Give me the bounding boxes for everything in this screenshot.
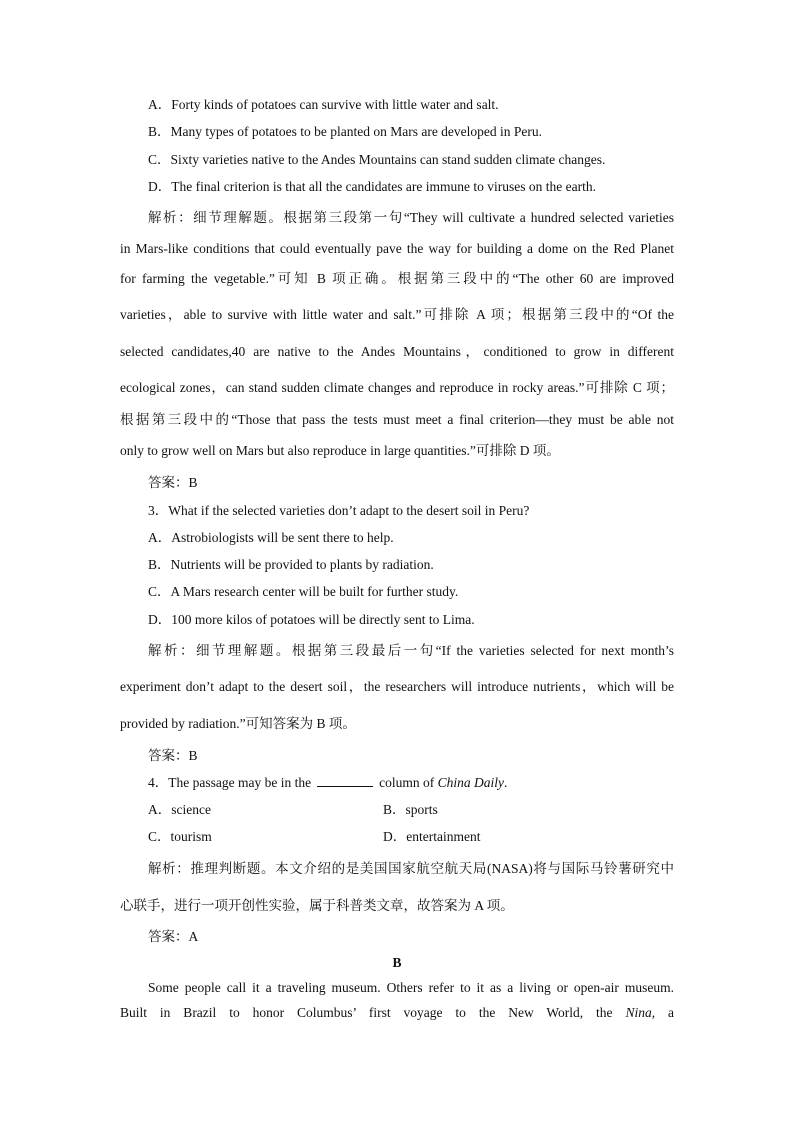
passage-line2-end: a xyxy=(668,1005,674,1020)
passage-line xyxy=(120,1004,674,1022)
q4-question-end: . xyxy=(503,775,508,790)
answer-blank xyxy=(317,774,373,787)
q3-analysis-line: 解析：细节理解题。根据第三段最后一句“If the varieties selected for next month’s xyxy=(148,643,674,658)
q4-option-c: C．tourism xyxy=(148,829,212,844)
passage-line2-start: Built in Brazil to honor Columbus’ first voyage to the New World, the xyxy=(120,1005,613,1020)
q4-option-a: A．science xyxy=(148,802,211,817)
q2-analysis-line: only to grow well on Mars but also reproduce in large quantities.”可排除 D 项。 xyxy=(120,443,560,458)
q2-option-a: A．Forty kinds of potatoes can survive with little water and salt. xyxy=(148,97,499,112)
q2-analysis-line: ecological zones，can stand sudden climate changes and reproduce in rocky areas.”可排除 C 项； xyxy=(120,380,674,395)
q4-question-italic: China Daily xyxy=(437,775,504,790)
q2-analysis-line: for farming the vegetable.”可知 B 项正确。根据第三段中的“The other 60 are improved xyxy=(120,271,674,286)
q3-option-b: B．Nutrients will be provided to plants by radiation. xyxy=(148,557,434,572)
q2-option-d: D．The final criterion is that all the candidates are immune to viruses on the earth. xyxy=(148,179,596,194)
q2-analysis-line: varieties，able to survive with little water and salt.”可排除 A 项；根据第三段中的“Of the xyxy=(120,307,674,322)
q2-analysis-line: selected candidates,40 are native to the Andes Mountains，conditioned to grow in different xyxy=(120,344,674,359)
passage-line: Some people call it a traveling museum. Others refer to it as a living or open-air museum. xyxy=(148,980,674,995)
ship-name: Nina, xyxy=(625,1005,656,1020)
q2-analysis-line: in Mars-like conditions that could eventually pave the way for building a dome on the Red Planet xyxy=(120,241,674,256)
q4-question-suffix: column of xyxy=(379,775,435,790)
q4-question xyxy=(148,774,507,792)
section-heading: B xyxy=(392,955,402,970)
q4-analysis-line: 心联手，进行一项开创性实验，属于科普类文章，故答案为 A 项。 xyxy=(120,898,514,913)
q3-option-d: D．100 more kilos of potatoes will be directly sent to Lima. xyxy=(148,612,475,627)
q3-analysis-line: experiment don’t adapt to the desert soil，the researchers will introduce nutrients，which will be xyxy=(120,679,674,694)
q4-option-d: D．entertainment xyxy=(383,829,481,844)
q4-analysis-line: 解析：推理判断题。本文介绍的是美国国家航空航天局(NASA)将与国际马铃薯研究中 xyxy=(148,861,674,876)
q2-analysis-line: 解析：细节理解题。根据第三段第一句“They will cultivate a hundred selected varieties xyxy=(148,210,674,225)
q3-option-a: A．Astrobiologists will be sent there to help. xyxy=(148,530,394,545)
q4-option-b: B．sports xyxy=(383,802,438,817)
q2-analysis-line: 根据第三段中的“Those that pass the tests must meet a final criterion—they must be able not xyxy=(120,412,674,427)
q3-question: 3．What if the selected varieties don’t adapt to the desert soil in Peru? xyxy=(148,503,530,518)
q2-option-c: C．Sixty varieties native to the Andes Mountains can stand sudden climate changes. xyxy=(148,152,606,167)
q4-answer: 答案：A xyxy=(148,929,199,944)
q2-option-b: B．Many types of potatoes to be planted on Mars are developed in Peru. xyxy=(148,124,543,139)
q3-answer: 答案：B xyxy=(148,748,198,763)
q4-question-prefix: 4．The passage may be in the xyxy=(148,775,312,790)
q3-analysis-line: provided by radiation.”可知答案为 B 项。 xyxy=(120,716,356,731)
q2-answer: 答案：B xyxy=(148,475,198,490)
q3-option-c: C．A Mars research center will be built for further study. xyxy=(148,584,459,599)
